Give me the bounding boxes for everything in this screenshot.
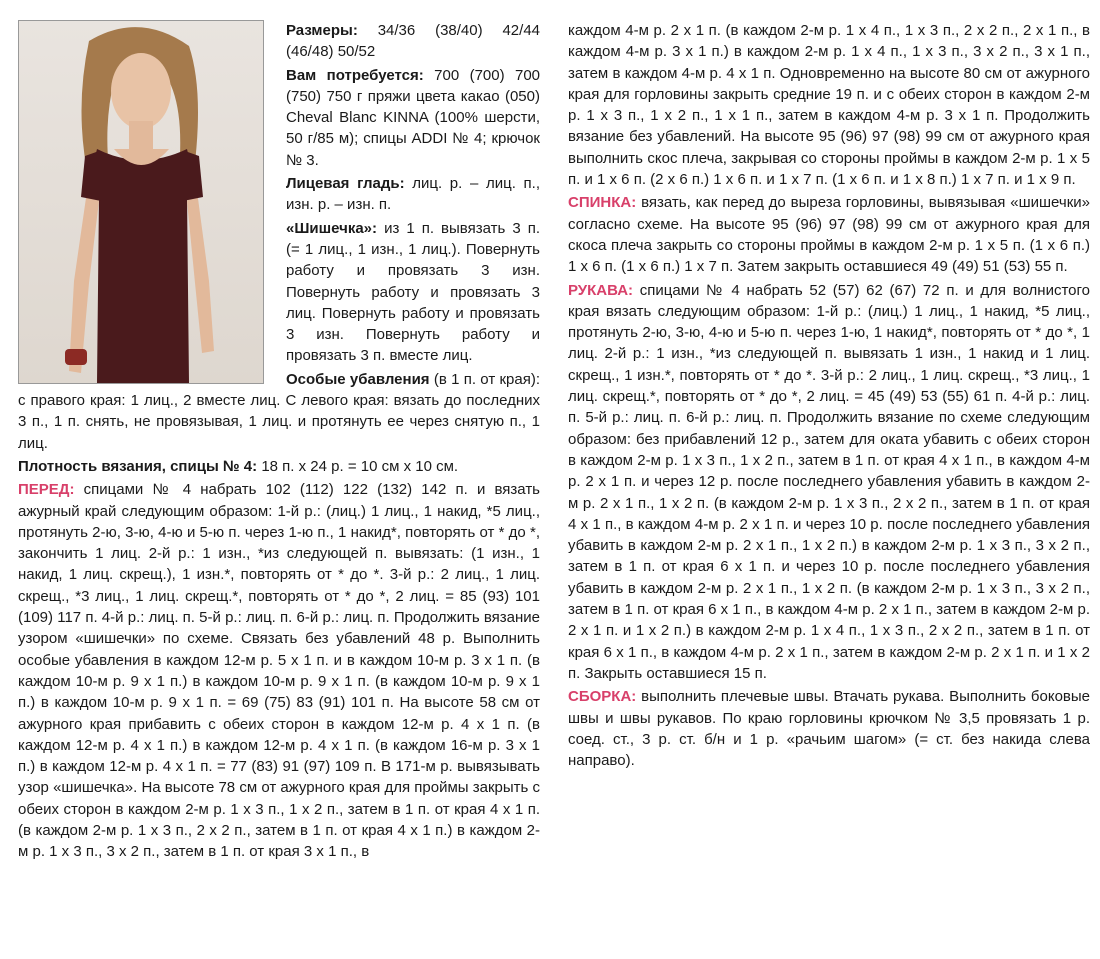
left-column (18, 20, 540, 865)
sizes-label: Размеры: (286, 22, 358, 39)
bobble-text: из 1 п. вывязать 3 п. (= 1 лиц., 1 изн., 1 лиц.). Повернуть работу и провязать 3 изн. Повернуть работу и провязать 3 лиц. Повернуть работу и провязать 3 изн. Повернуть работу и провязать 3 п. вместе лиц. (286, 219, 541, 365)
right-column (568, 20, 1090, 773)
decrease-label: Особые убавления (286, 370, 430, 388)
front-para (18, 479, 540, 862)
bobble-label: «Шишечка»: (286, 219, 378, 237)
front-continued-para (568, 20, 1090, 190)
front-heading: ПЕРЕД: (18, 481, 75, 499)
stockinette-text: лиц. р. – лиц. п., изн. р. – изн. п. (286, 175, 540, 214)
assembly-para (568, 686, 1090, 771)
back-text: вязать, как перед до выреза горловины, вывязывая «шишечки» согласно схеме. На высоте 95 (96) 97 (98) 99 см от ажурного края для скоса плеча закрыть со стороны проймы в каждом 2-м р. 1 х 5 п. (1 х 6 п.) 1 х 6 п. (1 х 6 п.) 1 х 7 п. Затем закрыть оставшиеся 49 (49) 51 (53) 55 п. (568, 194, 1090, 276)
front-continued-text: каждом 4-м р. 2 х 1 п. (в каждом 2-м р. 1 х 4 п., 1 х 3 п., 2 х 2 п., 2 х 1 п., в каждом 4-м р. 3 х 1 п.) в каждом 2-м р. 1 х 4 п., 1 х 3 п., 3 х 2 п., 3 х 1 п., затем в каждом 4-м р. 4 х 1 п. Одновременно на высоте 80 см от ажурного края для горловины закрыть средние 19 п. и с обеих сторон в каждом 2-м р. 1 х 3 п., 1 х 2 п., 1 х 1 п., затем в каждом 4-м р. 3 х 1 п. Продолжить вязание без убавлений. На высоте 95 (96) 97 (98) 99 см от ажурного края выполнить скос плеча, закрывая со стороны проймы в каждом 2-м р. 1 х 5 п. и 1 х 6 п. (2 х 6 п.) 1 х 6 п. и 1 х 7 п. (1 х 6 п. и 1 х 8 п.) 1 х 7 п. и 1 х 9 п. (568, 22, 1090, 189)
back-heading: СПИНКА: (568, 194, 637, 212)
sleeves-para (568, 280, 1090, 685)
back-para (568, 192, 1090, 277)
assembly-text: выполнить плечевые швы. Втачать рукава. Выполнить боковые швы и швы рукавов. По краю горловины крючком № 3,5 провязать 1 р. соед. ст., 3 р. ст. б/н и 1 р. «рачьим шагом» (= ст. без накида слева направо). (568, 688, 1091, 770)
gauge-text: 18 п. х 24 р. = 10 см х 10 см. (261, 457, 459, 475)
stockinette-label: Лицевая гладь: (286, 175, 405, 193)
sleeves-text: спицами № 4 набрать 52 (57) 62 (67) 72 п. и для волнистого края вязать следующим образом: 1-й р.: (лиц.) 1 лиц., 1 накид, *5 лиц., протянуть 2-ю, 3-ю, 4-ю и 5-ю п. через 1-ю, 1 накид*, повторять от * до *, 1 лиц. 2-й р.: 1 изн., *из следующей п. вывязать 1 изн., 1 накид и 1 лиц. скрещ., 1 изн.*, повторять от * до *. 3-й р.: 2 лиц., 1 лиц. скрещ., *3 лиц., 1 лиц. скрещ.*, повторять от * до *, 2 лиц. = 45 (49) 53 (55) 61 п. 4-й р.: лиц. п. 5-й р.: лиц. п. 6-й р.: лиц. п. Продолжить вязание по схеме следующим образом: без прибавлений 12 р., затем для оката убавить с обеих сторон в каждом 2-м р. 1 х 3 п., 1 х 2 п., затем в 1 п. от края 4 х 1 п., в каждом 4-м р. 2 х 1 п. и через 12 р. после последнего убавления убавить в каждом 2-м р. 2 х 1 п., 1 х 2 п. (в каждом 2-м р. 1 х 3 п., 2 х 2 п., затем в 1 п. от края 4 х 1 п., в каждом 4-м р. 2 х 1 п. и через 10 р. после последнего убавления убавить в каждом 2-м р. 2 х 1 п., 1 х 2 п.) в каждом 2-м р. 1 х 3 п., 3 х 2 п., затем в 1 п. от края 6 х 1 п. и через 10 р. после последнего убавления убавить в каждом 2-м р. 2 х 1 п., 1 х 2 п. (в каждом 2-м р. 1 х 3 п., 3 х 2 п., затем в 1 п. от края 6 х 1 п., в каждом 4-м р. 2 х 1 п., затем в каждом 2-м р. 2 х 1 п. и 1 х 2 п.) в каждом 2-м р. 1 х 4 п., 1 х 3 п., 2 х 2 п., затем в 1 п. от края 6 х 1 п., в каждом 4-м р. 2 х 1 п., затем в каждом 2-м р. 2 х 1 п. и 1 х 2 п. Закрыть оставшиеся 15 п. (568, 281, 1090, 682)
front-text: спицами № 4 набрать 102 (112) 122 (132) 142 п. и вязать ажурный край следующим образом: 1-й р.: (лиц.) 1 лиц., 1 накид, *5 лиц., протянуть 2-ю, 3-ю, 4-ю и 5-ю п. через 1-ю п., 1 накид*, повторять от * до *, закончить 1 лиц. 2-й р.: 1 изн., *из следующей п. вывязать: (1 изн., 1 накид, 1 лиц. скрещ.), 1 изн.*, повторять от * до *. 3-й р.: 2 лиц., 1 лиц. скрещ., *3 лиц., 1 лиц. скрещ.*, повторять от * до *, 2 лиц. = 85 (93) 101 (109) 117 п. 4-й р.: лиц. п. 5-й р.: лиц. п. 6-й р.: лиц. п. Продолжить вязание узором «шишечки» по схеме. Связать без убавлений 48 р. Выполнить особые убавления в каждом 12-м р. 5 х 1 п. и в каждом 10-м р. 3 х 1 п. (в каждом 10-м р. 9 х 1 п.) в каждом 10-м р. 9 х 1 п. (в каждом 10-м р. 9 х 1 п.) в каждом 10-м р. 9 х 1 п. = 69 (75) 83 (91) 101 п. На высоте 58 см от ажурного края прибавить с обеих сторон в каждом 12-м р. 4 х 1 п. (в каждом 12-м р. 4 х 1 п.) в каждом 12-м р. 4 х 1 п. (в каждом 16-м р. 3 х 1 п.) в каждом 12-м р. 4 х 1 п. = 77 (83) 91 (97) 109 п. В 171-м р. вывязывать узор «шишечка». На высоте 78 см от ажурного края для проймы закрыть с обеих сторон в каждом 2-м р. 1 х 3 п., 1 х 2 п., затем в 1 п. от края 4 х 1 п. (в каждом 2-м р. 1 х 3 п., 2 х 2 п., затем в 1 п. от края 4 х 1 п.) в каждом 2-м р. 1 х 3 п., 3 х 2 п., затем в 1 п. от края 3 х 1 п., в (18, 481, 540, 861)
need-label: Вам потребуется: (286, 66, 424, 84)
sleeves-heading: РУКАВА: (568, 281, 634, 299)
model-illustration (19, 21, 263, 383)
model-photo (18, 20, 264, 384)
gauge-label: Плотность вязания, спицы № 4: (18, 457, 258, 475)
assembly-heading: СБОРКА: (568, 688, 637, 706)
sizes-text: 34/36 (38/40) 42/44 (46/48) 50/52 (286, 22, 540, 61)
gauge-para (18, 456, 540, 477)
need-text: 700 (700) 700 (750) 750 г пряжи цвета какао (050) Cheval Blanc KINNA (100% шерсти, 50 г/85 м); спицы ADDI № 4; крючок № 3. (286, 66, 540, 169)
decrease-text: (в 1 п. от края): с правого края: 1 лиц., 2 вместе лиц. С левого края: вязать до последних 3 п., 1 п. снять, не провязывая, 1 лиц. и протянуть ее через снятую п., 1 лиц. (18, 370, 541, 452)
